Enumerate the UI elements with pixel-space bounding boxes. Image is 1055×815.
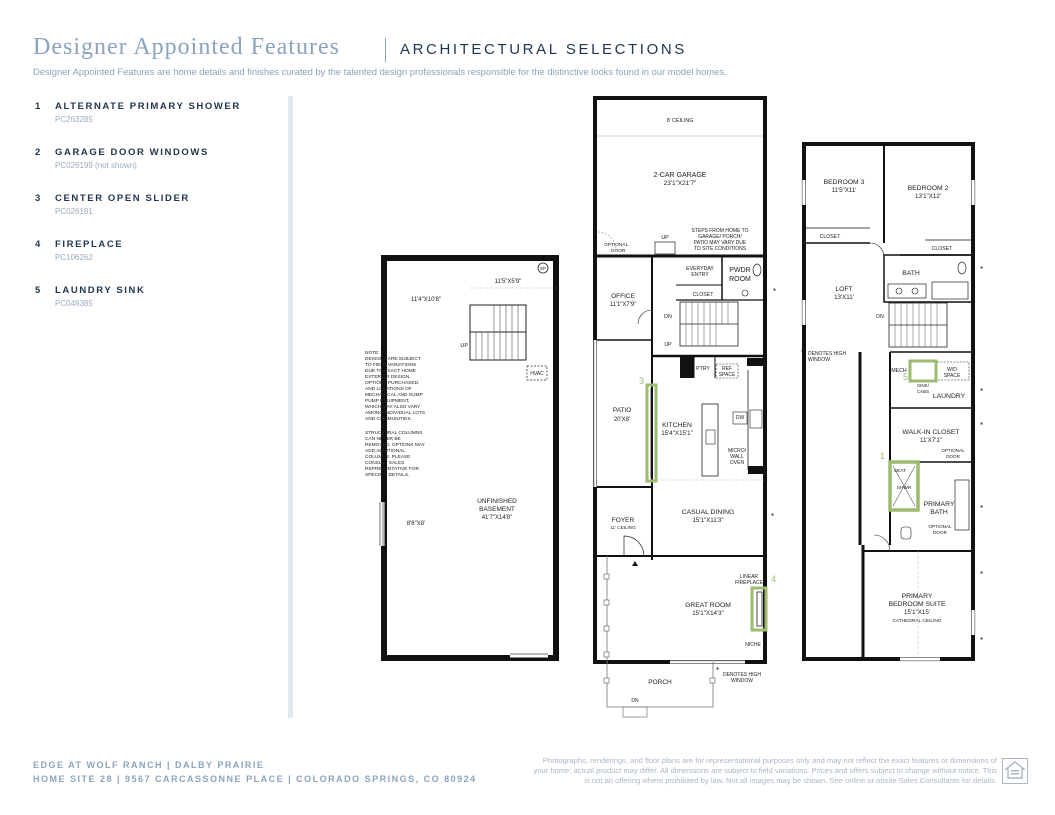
optional-door-label: DOOR (611, 249, 626, 254)
main-level-plan (594, 98, 776, 717)
note-line: EXTERIOR DESIGN, (365, 375, 411, 380)
feature-code: PC026181 (55, 207, 93, 216)
high-window-legend: DENOTES HIGH (722, 672, 762, 678)
stair-down-label: DN (664, 314, 672, 320)
casual-dining-name: CASUAL DINING (681, 509, 735, 516)
laundry-name: LAUNDRY (932, 393, 966, 400)
high-window-legend: WINDOW (808, 357, 830, 363)
steps-note: TO SITE CONDITIONS (693, 246, 747, 252)
note-line: WHICH MAY ALSO VARY (365, 405, 421, 410)
callout-4: 4 (771, 574, 777, 584)
feature-number: 2 (35, 147, 41, 158)
office-dimension: 11'1"X7'9" (609, 302, 637, 308)
kitchen-name: KITCHEN (662, 422, 692, 429)
steps-note: GARAGE/ PORCH/ (698, 234, 742, 240)
page-subtitle: ARCHITECTURAL SELECTIONS (400, 41, 687, 58)
note-line: PUMP EQUIPMENT, (365, 399, 410, 404)
equal-housing-icon (1002, 758, 1028, 784)
bedroom-2-dimension: 13'1"X12' (915, 193, 941, 200)
loft-dimension: 13'X11' (834, 294, 854, 301)
note-line: COLUMNS. PLEASE (365, 455, 411, 460)
asterisk-icon: * (716, 666, 720, 675)
foyer-name: FOYER (611, 517, 635, 524)
office-name: OFFICE (611, 293, 635, 300)
fireplace-label: FIREPLACE (735, 580, 763, 586)
laundry-sink-highlight (910, 361, 936, 381)
sump-pump-label: SP (539, 266, 547, 271)
optional-door-label: OPTIONAL (941, 448, 965, 453)
home-site-address: HOME SITE 28 | 9567 CARCASSONNE PLACE | COLORADO SPRINGS, CO 80924 (33, 774, 477, 784)
washer-dryer-label: SPACE (943, 373, 961, 379)
note-line: AMONG INDIVIDUAL LOTS (365, 411, 426, 416)
pantry-label: PTRY (696, 366, 710, 372)
basement-room-name: BASEMENT (479, 506, 515, 513)
callout-1: 1 (880, 451, 886, 461)
feature-name: FIREPLACE (55, 239, 124, 250)
primary-bath-name: PRIMARY (923, 501, 955, 508)
feature-number: 1 (35, 101, 41, 112)
feature-code: PC263285 (55, 115, 93, 124)
callout-3: 3 (639, 376, 645, 386)
basement-plan (365, 258, 556, 658)
note-line: SPECIFIC DETAILS. (365, 473, 410, 478)
seat-label: SEAT (893, 469, 907, 474)
great-room-name: GREAT ROOM (685, 602, 731, 609)
microwave-label: OVEN (729, 460, 745, 466)
steps-note: STEPS FROM HOME TO (691, 228, 749, 234)
fireplace-label: LINEAR (739, 574, 759, 580)
feature-number: 3 (35, 193, 41, 204)
microwave-label: MICRO/ (727, 448, 747, 454)
patio-dimension: 20'X8' (613, 417, 631, 423)
note-line: DESIGNS ARE SUBJECT (365, 357, 421, 362)
asterisk-icon: * (801, 349, 804, 356)
primary-suite-dimension: 15'1"X15' (904, 609, 930, 616)
note-line: AND COMMUNITIES. (365, 417, 412, 422)
asterisk-icon: * (773, 287, 777, 296)
primary-suite-name: BEDROOM SUITE (888, 601, 946, 608)
optional-door-label: OPTIONAL (928, 524, 952, 529)
optional-door-label: OPTIONAL (604, 243, 629, 248)
great-room-dimension: 15'1"X14'3" (692, 610, 724, 617)
walk-in-closet-dimension: 11'X7'1" (920, 437, 942, 444)
stair-up-label: UP (664, 342, 672, 348)
refrigerator-label: SPACE (718, 372, 736, 378)
feature-name: ALTERNATE PRIMARY SHOWER (55, 101, 241, 112)
foyer-ceiling-label: 11' CEILING (610, 525, 636, 530)
note-line: REPRESENTATIVE FOR (365, 467, 419, 472)
niche-label: NICHE (745, 642, 761, 648)
asterisk-icon: * (980, 636, 984, 645)
basement-room-dimension: 8'8"X8' (406, 521, 426, 527)
note-line: NOTE: (365, 351, 380, 356)
high-window-legend: WINDOW (731, 678, 753, 684)
feature-code: PC026199 (not shown) (55, 161, 137, 170)
asterisk-icon: * (980, 387, 984, 396)
closet-label: CLOSET (819, 234, 841, 240)
closet-label: CLOSET (692, 292, 714, 298)
note-line: REMOVED. OPTIONS MAY (365, 443, 425, 448)
note-line: DUE TO EXACT HOME (365, 369, 416, 374)
step-up-label: UP (661, 235, 669, 241)
feature-code: PC106262 (55, 253, 93, 262)
feature-number: 5 (35, 285, 41, 296)
note-line: OPTIONS PURCHASED, (365, 381, 420, 386)
page-description: Designer Appointed Features are home details and finishes curated by the talented design professionals responsible for the distinctive looks found in our model homes. (33, 66, 727, 77)
bath-name: BATH (902, 270, 920, 277)
step-down-label: DN (631, 698, 639, 704)
optional-door-label: DOOR (946, 454, 960, 459)
garage-dimension: 23'1"X21'7" (663, 180, 697, 187)
note-line: ADD ADDITIONAL (365, 449, 405, 454)
mechanical-label: MECH (891, 368, 907, 374)
basement-note (365, 350, 426, 478)
asterisk-icon: * (980, 421, 984, 430)
asterisk-icon: * (980, 504, 984, 513)
feature-name: LAUNDRY SINK (55, 285, 146, 296)
powder-room-label: PWDR (729, 267, 751, 274)
note-line: MECHANICAL AND SUMP (365, 393, 423, 398)
patio-name: PATIO (612, 407, 632, 414)
powder-room-label: ROOM (729, 276, 751, 283)
closet-label: CLOSET (931, 246, 953, 252)
basement-room-dimension: 11'4"X10'8" (410, 297, 442, 303)
basement-room-dimension: 11'5"X5'9" (494, 279, 522, 285)
feature-number: 4 (35, 239, 41, 250)
hvac-label: HVAC (530, 371, 544, 377)
feature-name: GARAGE DOOR WINDOWS (55, 147, 209, 158)
kitchen-dimension: 15'4"X15'1" (661, 430, 693, 437)
bedroom-2-name: BEDROOM 2 (907, 185, 949, 192)
feature-name: CENTER OPEN SLIDER (55, 193, 190, 204)
high-window-legend: DENOTES HIGH (808, 351, 847, 357)
porch-name: PORCH (648, 679, 672, 686)
loft-name: LOFT (835, 286, 853, 293)
garage-name: 2-CAR GARAGE (653, 172, 707, 179)
page-title: Designer Appointed Features (33, 34, 340, 60)
asterisk-icon: * (771, 512, 775, 521)
note-line: TO FIELD VARIATIONS (365, 363, 417, 368)
microwave-label: WALL (730, 454, 744, 460)
steps-note: PATIO MAY VARY DUE (693, 240, 747, 246)
dishwasher-label: DW (735, 415, 745, 421)
bedroom-3-name: BEDROOM 3 (823, 179, 865, 186)
bedroom-3-dimension: 11'5"X11' (831, 187, 857, 194)
asterisk-icon: * (980, 265, 984, 274)
note-line: STRUCTURAL COLUMNS (365, 431, 423, 436)
sink-label: SINK/ (917, 383, 929, 388)
primary-suite-name: PRIMARY (901, 593, 933, 600)
feature-code: PC048385 (55, 299, 93, 308)
basement-room-dimension: 41'7"X14'8" (481, 515, 513, 521)
basement-room-name: UNFINISHED (477, 498, 517, 505)
refrigerator-label: REF (722, 366, 732, 372)
community-name: EDGE AT WOLF RANCH | DALBY PRAIRIE (33, 760, 265, 770)
stair-down-label: DN (876, 314, 884, 320)
casual-dining-dimension: 15'1"X11'3" (692, 517, 724, 524)
walk-in-closet-name: WALK-IN CLOSET (902, 429, 960, 436)
upper-level-plan (801, 144, 983, 661)
asterisk-icon: * (980, 570, 984, 579)
sink-label: CABS (916, 389, 930, 394)
callout-5: 5 (903, 372, 909, 382)
washer-dryer-label: W/D (947, 367, 957, 373)
shower-label: SHWR (896, 486, 912, 491)
note-line: CONSULT SALES (365, 461, 405, 466)
note-line: AND LOCATIONS OF (365, 387, 412, 392)
legal-disclaimer: Photographs, renderings, and floor plans are for representational purposes only and may not reflect the exact features or dimensions of your home; actual product may differ. All dimensions are subject to field variations. Prices and offers subject to change without notice. This is not an offering where prohibited by law. Not all images may be shown. See online or onsite Sales Consultants for details. (533, 756, 997, 785)
everyday-entry-label: EVERYDAY (686, 266, 714, 272)
everyday-entry-label: ENTRY (691, 272, 709, 278)
note-line: CAN NEVER BE (365, 437, 401, 442)
optional-door-label: DOOR (933, 530, 947, 535)
stair-up-label: UP (460, 343, 468, 349)
garage-ceiling-label: 8' CEILING (666, 118, 694, 124)
primary-bath-name: BATH (930, 509, 948, 516)
cathedral-ceiling-label: CATHEDRAL CEILING (892, 619, 942, 624)
